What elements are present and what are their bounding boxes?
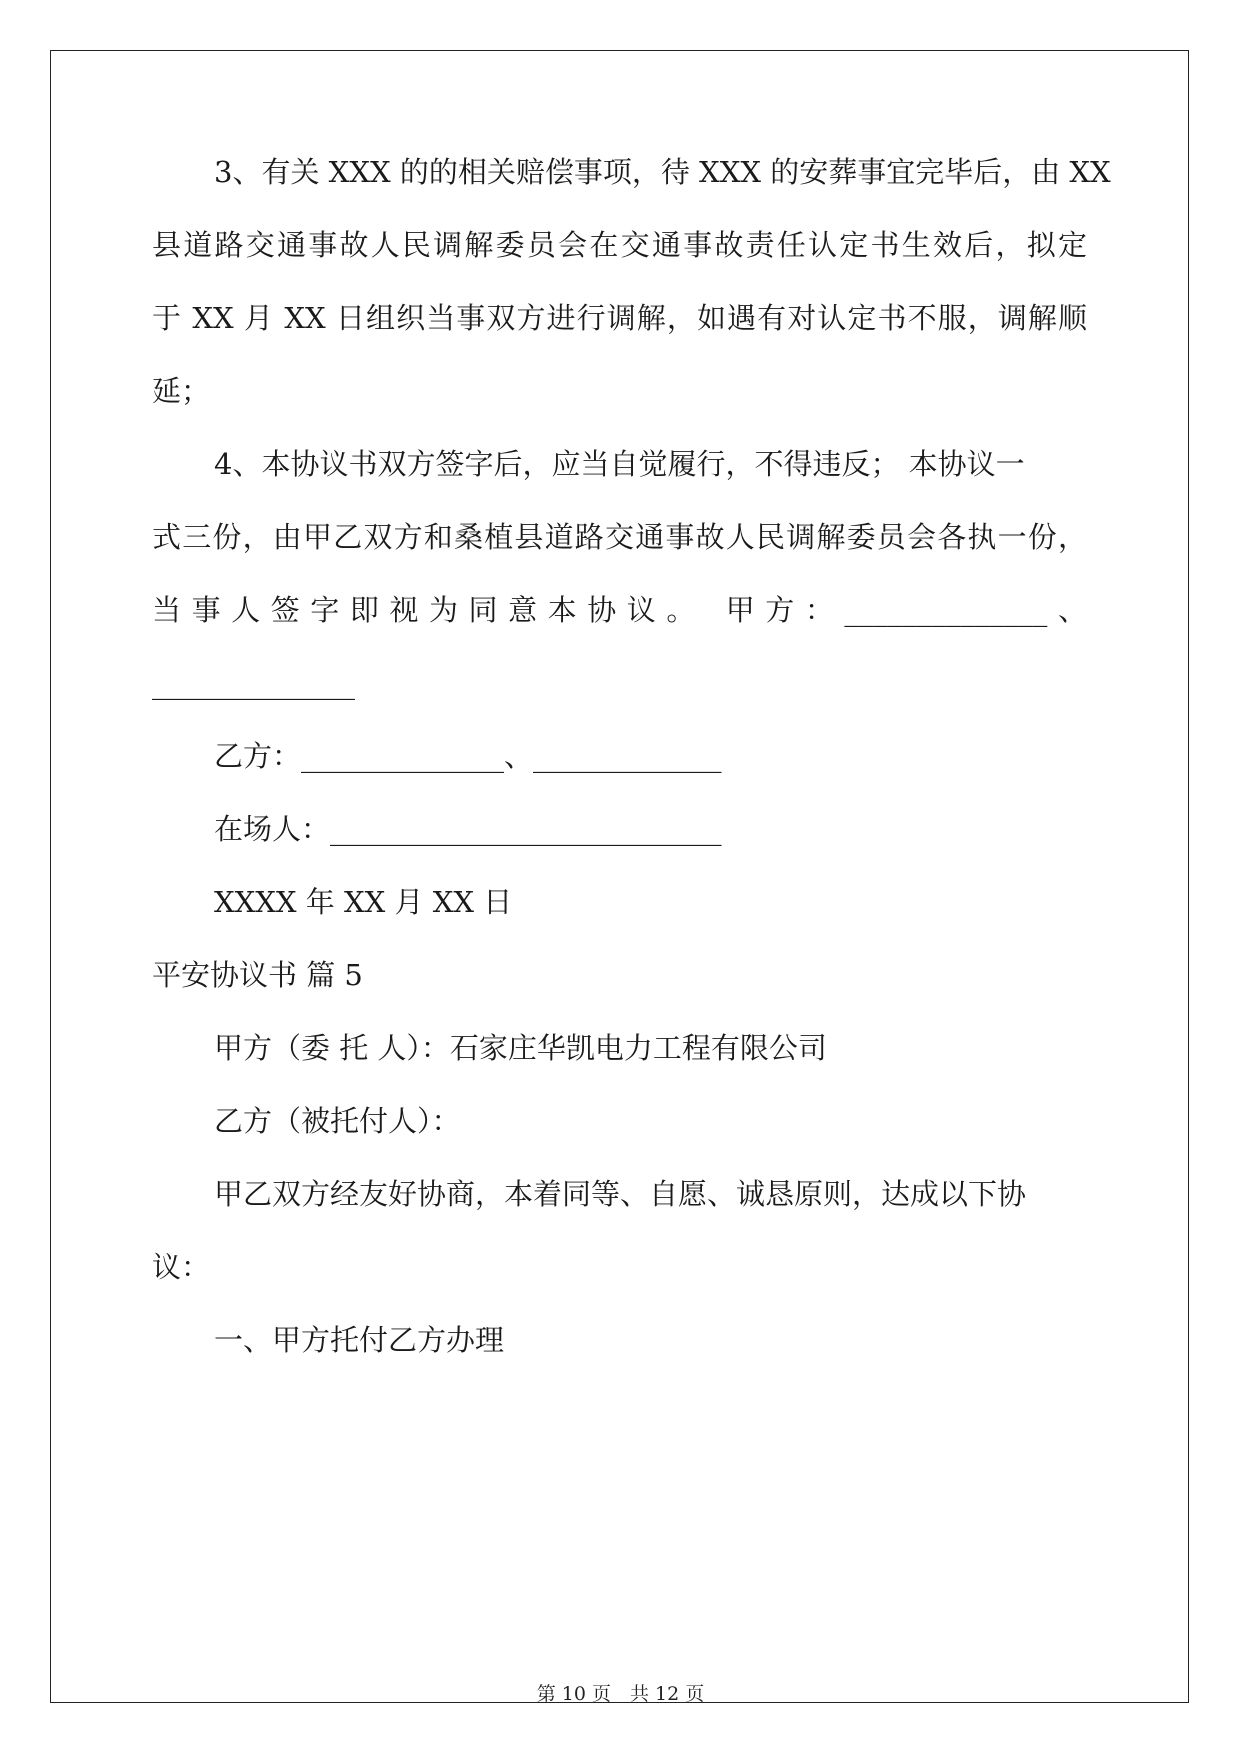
agreement-intro-line-1: 甲乙双方经友好协商，本着同等、自愿、诚恳原则，达成以下协: [214, 1177, 1027, 1211]
party-b-signature: 乙方：______________、_____________: [214, 739, 722, 773]
paragraph-3-line-1: 3、有关 XXX 的的相关赔偿事项，待 XXX 的安葬事宜完毕后，由 XX: [214, 155, 1111, 189]
page-footer: 第 10 页 共 12 页: [536, 1683, 705, 1705]
witness-signature: 在场人：___________________________: [214, 812, 722, 846]
date-line: XXXX 年 XX 月 XX 日: [214, 885, 513, 919]
paragraph-3-line-2: 县道路交通事故人民调解委员会在交通事故责任认定书生效后，拟定: [152, 228, 1087, 262]
agreement-intro-line-2: 议：: [152, 1250, 211, 1284]
party-a-client: 甲方（委 托 人）：石家庄华凯电力工程有限公司: [214, 1031, 827, 1065]
clause-1: 一、甲方托付乙方办理: [214, 1323, 505, 1357]
section-heading: 平安协议书 篇 5: [152, 958, 363, 992]
party-b-agent: 乙方（被托付人）：: [214, 1104, 461, 1138]
paragraph-4-line-2: 式三份，由甲乙双方和桑植县道路交通事故人民调解委员会各执一份，: [152, 520, 1087, 554]
paragraph-4-line-3: 当事人签字即视为同意本协议。 甲方：______________、: [152, 593, 1087, 627]
paragraph-3-line-3: 于 XX 月 XX 日组织当事双方进行调解，如遇有对认定书不服，调解顺: [152, 301, 1087, 335]
party-a-signature-line: ______________: [152, 666, 355, 700]
paragraph-3-line-4: 延；: [152, 374, 211, 408]
paragraph-4-line-1: 4、本协议书双方签字后，应当自觉履行，不得违反； 本协议一: [214, 447, 1025, 481]
